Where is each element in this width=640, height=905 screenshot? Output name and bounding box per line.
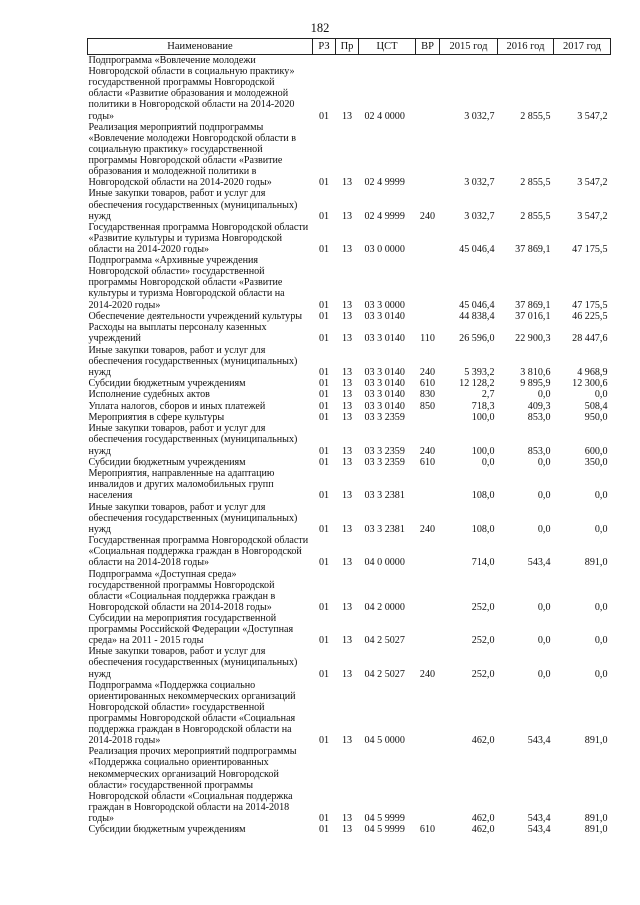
table-row [88, 122, 611, 189]
row-2015: 462,0 [471, 824, 495, 836]
row-2017: 3 547,2 [577, 110, 608, 122]
row-2016: 543,4 [527, 812, 551, 824]
row-vr: 610 [419, 824, 436, 836]
row-vr: 240 [419, 366, 436, 378]
table-row [88, 311, 611, 322]
row-2017: 47 175,5 [572, 299, 608, 311]
row-2015: 44 838,4 [459, 310, 495, 322]
row-rz: 01 [318, 668, 330, 680]
row-2015: 100,0 [471, 445, 495, 457]
table-row [88, 255, 611, 311]
row-pr: 13 [341, 668, 353, 680]
row-vr: 830 [419, 389, 436, 401]
row-vr [416, 412, 440, 423]
table-row [88, 613, 611, 646]
table-row [88, 423, 611, 456]
row-rz: 01 [318, 366, 330, 378]
row-2016: 409,3 [527, 400, 551, 412]
row-2016: 37 016,1 [515, 310, 551, 322]
row-name: Иные закупки товаров, работ и услуг для обеспечения государственных (муниципальных) нужд [88, 188, 298, 222]
row-2015: 3 032,7 [464, 177, 495, 189]
row-name: Уплата налогов, сборов и иных платежей [88, 400, 266, 412]
row-vr: 240 [419, 210, 436, 222]
row-name: Подпрограмма «Вовлечение молодежи Новгородской области в социальную практику» государственной программы Новгородской области «Развитие образования и молодежной политики в Новгородской области на 2014-2020 годы» [88, 55, 295, 122]
row-rz: 01 [318, 412, 330, 424]
row-cst: 04 2 5027 [364, 635, 405, 647]
row-2015: 718,3 [471, 400, 495, 412]
row-2017: 3 547,2 [577, 210, 608, 222]
row-name: Субсидии бюджетным учреждениям [88, 456, 246, 468]
table-row [88, 646, 611, 679]
row-2017: 4 968,9 [577, 366, 608, 378]
row-2017: 28 447,6 [572, 333, 608, 345]
row-name: Субсидии бюджетным учреждениям [88, 824, 246, 836]
row-2016: 853,0 [527, 412, 551, 424]
row-cst: 04 0 0000 [364, 557, 405, 569]
row-name: Мероприятия в сфере культуры [88, 412, 225, 424]
table-row [88, 468, 611, 501]
row-2015: 3 032,7 [464, 110, 495, 122]
row-cst: 02 4 9999 [364, 177, 405, 189]
row-name: Обеспечение деятельности учреждений культуры [88, 310, 303, 322]
table-row [88, 222, 611, 255]
table-row [88, 389, 611, 400]
row-vr: 240 [419, 523, 436, 535]
row-2016: 0,0 [537, 668, 551, 680]
row-pr: 13 [341, 635, 353, 647]
table-row [88, 412, 611, 423]
row-vr: 850 [419, 400, 436, 412]
row-2015: 2,7 [481, 389, 495, 401]
row-2016: 0,0 [537, 635, 551, 647]
row-2015: 714,0 [471, 557, 495, 569]
row-cst: 04 5 9999 [364, 824, 405, 836]
row-2016: 37 869,1 [515, 299, 551, 311]
table-row [88, 400, 611, 411]
row-pr: 13 [341, 310, 353, 322]
row-2017: 47 175,5 [572, 243, 608, 255]
row-pr: 13 [341, 400, 353, 412]
row-2015: 252,0 [471, 635, 495, 647]
row-pr: 13 [341, 110, 353, 122]
row-pr: 13 [341, 824, 353, 836]
row-2015: 462,0 [471, 812, 495, 824]
row-2016: 0,0 [537, 490, 551, 502]
row-rz: 01 [318, 299, 330, 311]
row-name: Государственная программа Новгородской области «Развитие культуры и туризма Новгородской области на 2014-2020 годы» [88, 221, 309, 255]
row-name: Иные закупки товаров, работ и услуг для обеспечения государственных (муниципальных) нужд [88, 344, 298, 378]
row-name: Подпрограмма «Архивные учреждения Новгородской области» государственной программы Новгородской области «Развитие культуры и туризма Новгородской области на 2014-2020 годы» [88, 255, 285, 311]
row-name: Субсидии бюджетным учреждениям [88, 378, 246, 390]
row-cst: 03 3 0140 [364, 400, 405, 412]
row-name: Реализация мероприятий подпрограммы «Вовлечение молодежи Новгородской области в социальную практику» государственной программы Новгородской области «Развитие образования и молодежной политики в Новгородской области на 2014-2020 годы» [88, 121, 297, 189]
table-row [88, 55, 611, 122]
row-vr [416, 311, 440, 322]
row-2015: 0,0 [481, 456, 495, 468]
row-vr: 610 [419, 456, 436, 468]
header-cst: ЦСТ [359, 39, 416, 55]
row-2015: 3 032,7 [464, 210, 495, 222]
row-2016: 0,0 [537, 523, 551, 535]
row-rz: 01 [318, 310, 330, 322]
row-vr [416, 568, 440, 612]
table-row [88, 457, 611, 468]
row-2015: 45 046,4 [459, 243, 495, 255]
table-row [88, 322, 611, 344]
row-pr: 13 [341, 299, 353, 311]
row-name: Исполнение судебных актов [88, 389, 210, 401]
row-pr: 13 [341, 333, 353, 345]
row-cst: 03 3 2381 [364, 523, 405, 535]
row-2017: 350,0 [584, 456, 608, 468]
row-2017: 508,4 [584, 400, 608, 412]
header-row [88, 39, 611, 55]
row-name: Иные закупки товаров, работ и услуг для обеспечения государственных (муниципальных) нужд [88, 501, 298, 535]
row-rz: 01 [318, 601, 330, 613]
row-2017: 0,0 [594, 601, 608, 613]
row-rz: 01 [318, 445, 330, 457]
row-vr [416, 535, 440, 568]
row-name: Расходы на выплаты персоналу казенных учреждений [88, 322, 267, 345]
row-vr [416, 468, 440, 501]
row-vr [416, 255, 440, 311]
header-pr: Пр [336, 39, 359, 55]
row-pr: 13 [341, 557, 353, 569]
row-2017: 46 225,5 [572, 310, 608, 322]
row-2017: 891,0 [584, 824, 608, 836]
table-row [88, 188, 611, 221]
row-pr: 13 [341, 412, 353, 424]
row-rz: 01 [318, 333, 330, 345]
row-vr [416, 613, 440, 646]
header-2016: 2016 год [498, 39, 554, 55]
row-2015: 462,0 [471, 735, 495, 747]
row-rz: 01 [318, 177, 330, 189]
row-2017: 950,0 [584, 412, 608, 424]
row-2017: 0,0 [594, 635, 608, 647]
table-row [88, 680, 611, 747]
row-vr [416, 680, 440, 747]
row-cst: 03 3 2359 [364, 456, 405, 468]
row-cst: 03 3 2381 [364, 490, 405, 502]
row-name: Иные закупки товаров, работ и услуг для обеспечения государственных (муниципальных) нужд [88, 646, 298, 680]
row-rz: 01 [318, 557, 330, 569]
header-vr: ВР [416, 39, 440, 55]
row-2017: 891,0 [584, 812, 608, 824]
row-vr: 610 [419, 378, 436, 390]
row-2016: 0,0 [537, 601, 551, 613]
row-2015: 26 596,0 [459, 333, 495, 345]
row-pr: 13 [341, 366, 353, 378]
table-row [88, 378, 611, 389]
row-name: Иные закупки товаров, работ и услуг для обеспечения государственных (муниципальных) нужд [88, 423, 298, 457]
row-vr: 240 [419, 445, 436, 457]
row-2017: 0,0 [594, 490, 608, 502]
row-rz: 01 [318, 210, 330, 222]
row-cst: 03 0 0000 [364, 243, 405, 255]
table-row [88, 824, 611, 835]
row-rz: 01 [318, 456, 330, 468]
row-2017: 3 547,2 [577, 177, 608, 189]
row-2015: 100,0 [471, 412, 495, 424]
row-name: Подпрограмма «Доступная среда» государственной программы Новгородской области «Социальная поддержка граждан в Новгородской области на 2014-2018 годы» [88, 568, 276, 613]
row-pr: 13 [341, 490, 353, 502]
row-2015: 45 046,4 [459, 299, 495, 311]
row-vr [416, 746, 440, 824]
table-row [88, 568, 611, 612]
row-2016: 9 895,9 [520, 378, 551, 390]
table-row [88, 535, 611, 568]
table-row [88, 746, 611, 824]
row-cst: 03 3 2359 [364, 445, 405, 457]
row-2015: 5 393,2 [464, 366, 495, 378]
budget-table [87, 38, 611, 835]
header-rz: РЗ [313, 39, 336, 55]
row-pr: 13 [341, 445, 353, 457]
row-2017: 600,0 [584, 445, 608, 457]
row-2017: 891,0 [584, 557, 608, 569]
header-2015: 2015 год [440, 39, 498, 55]
header-name: Наименование [88, 39, 313, 55]
row-rz: 01 [318, 824, 330, 836]
row-name: Реализация прочих мероприятий подпрограммы «Поддержка социально ориентированных некоммерческих организаций Новгородской области» государственной программы Новгородской области «Социальная поддержка граждан в Новгородской области на 2014-2018 годы» [88, 746, 297, 824]
row-pr: 13 [341, 523, 353, 535]
row-2016: 0,0 [537, 389, 551, 401]
row-pr: 13 [341, 378, 353, 390]
row-cst: 02 4 0000 [364, 110, 405, 122]
row-2015: 252,0 [471, 601, 495, 613]
table-row [88, 344, 611, 377]
row-2016: 543,4 [527, 557, 551, 569]
row-name: Подпрограмма «Поддержка социально ориентированных некоммерческих организаций Новгородской области» государственной программы Новгородской области «Социальная поддержка граждан в Новгородской области на 2014-2018 годы» [88, 679, 296, 747]
row-rz: 01 [318, 635, 330, 647]
row-rz: 01 [318, 490, 330, 502]
row-2017: 12 300,6 [572, 378, 608, 390]
row-pr: 13 [341, 389, 353, 401]
row-rz: 01 [318, 523, 330, 535]
table-row [88, 501, 611, 534]
row-name: Субсидии на мероприятия государственной программы Российской Федерации «Доступная среда» на 2011 - 2015 годы [88, 612, 294, 647]
row-cst: 04 2 0000 [364, 601, 405, 613]
row-2016: 2 855,5 [520, 177, 551, 189]
row-2015: 108,0 [471, 523, 495, 535]
row-2017: 891,0 [584, 735, 608, 747]
row-vr: 240 [419, 668, 436, 680]
row-vr [416, 222, 440, 255]
row-2015: 12 128,2 [459, 378, 495, 390]
row-rz: 01 [318, 400, 330, 412]
row-name: Мероприятия, направленные на адаптацию инвалидов и других маломобильных групп населения [88, 468, 275, 502]
row-pr: 13 [341, 456, 353, 468]
row-2016: 37 869,1 [515, 243, 551, 255]
table-body [88, 55, 611, 836]
row-cst: 03 3 0140 [364, 389, 405, 401]
row-2017: 0,0 [594, 389, 608, 401]
row-cst: 03 3 2359 [364, 412, 405, 424]
row-vr [416, 55, 440, 122]
row-2016: 543,4 [527, 735, 551, 747]
row-pr: 13 [341, 210, 353, 222]
row-vr [416, 122, 440, 189]
row-rz: 01 [318, 735, 330, 747]
page-number: 182 [310, 21, 330, 35]
row-cst: 03 3 0140 [364, 310, 405, 322]
row-rz: 01 [318, 110, 330, 122]
row-2016: 853,0 [527, 445, 551, 457]
row-rz: 01 [318, 389, 330, 401]
table-header [88, 39, 611, 55]
row-cst: 03 3 0140 [364, 366, 405, 378]
row-cst: 04 5 0000 [364, 735, 405, 747]
row-2016: 0,0 [537, 456, 551, 468]
row-rz: 01 [318, 378, 330, 390]
row-vr: 110 [420, 333, 435, 345]
row-2016: 22 900,3 [515, 333, 551, 345]
row-2016: 2 855,5 [520, 210, 551, 222]
row-cst: 03 3 0140 [364, 333, 405, 345]
row-pr: 13 [341, 735, 353, 747]
row-name: Государственная программа Новгородской области «Социальная поддержка граждан в Новгородской области на 2014-2018 годы» [88, 535, 309, 569]
row-2017: 0,0 [594, 523, 608, 535]
row-rz: 01 [318, 812, 330, 824]
header-2017: 2017 год [554, 39, 611, 55]
row-cst: 04 5 9999 [364, 812, 405, 824]
row-pr: 13 [341, 812, 353, 824]
row-cst: 03 3 0000 [364, 299, 405, 311]
row-pr: 13 [341, 177, 353, 189]
row-2016: 2 855,5 [520, 110, 551, 122]
row-2015: 108,0 [471, 490, 495, 502]
row-2016: 543,4 [527, 824, 551, 836]
row-2017: 0,0 [594, 668, 608, 680]
row-cst: 04 2 5027 [364, 668, 405, 680]
row-pr: 13 [341, 601, 353, 613]
row-2015: 252,0 [471, 668, 495, 680]
row-pr: 13 [341, 243, 353, 255]
row-cst: 02 4 9999 [364, 210, 405, 222]
row-cst: 03 3 0140 [364, 378, 405, 390]
row-rz: 01 [318, 243, 330, 255]
row-2016: 3 810,6 [520, 366, 551, 378]
